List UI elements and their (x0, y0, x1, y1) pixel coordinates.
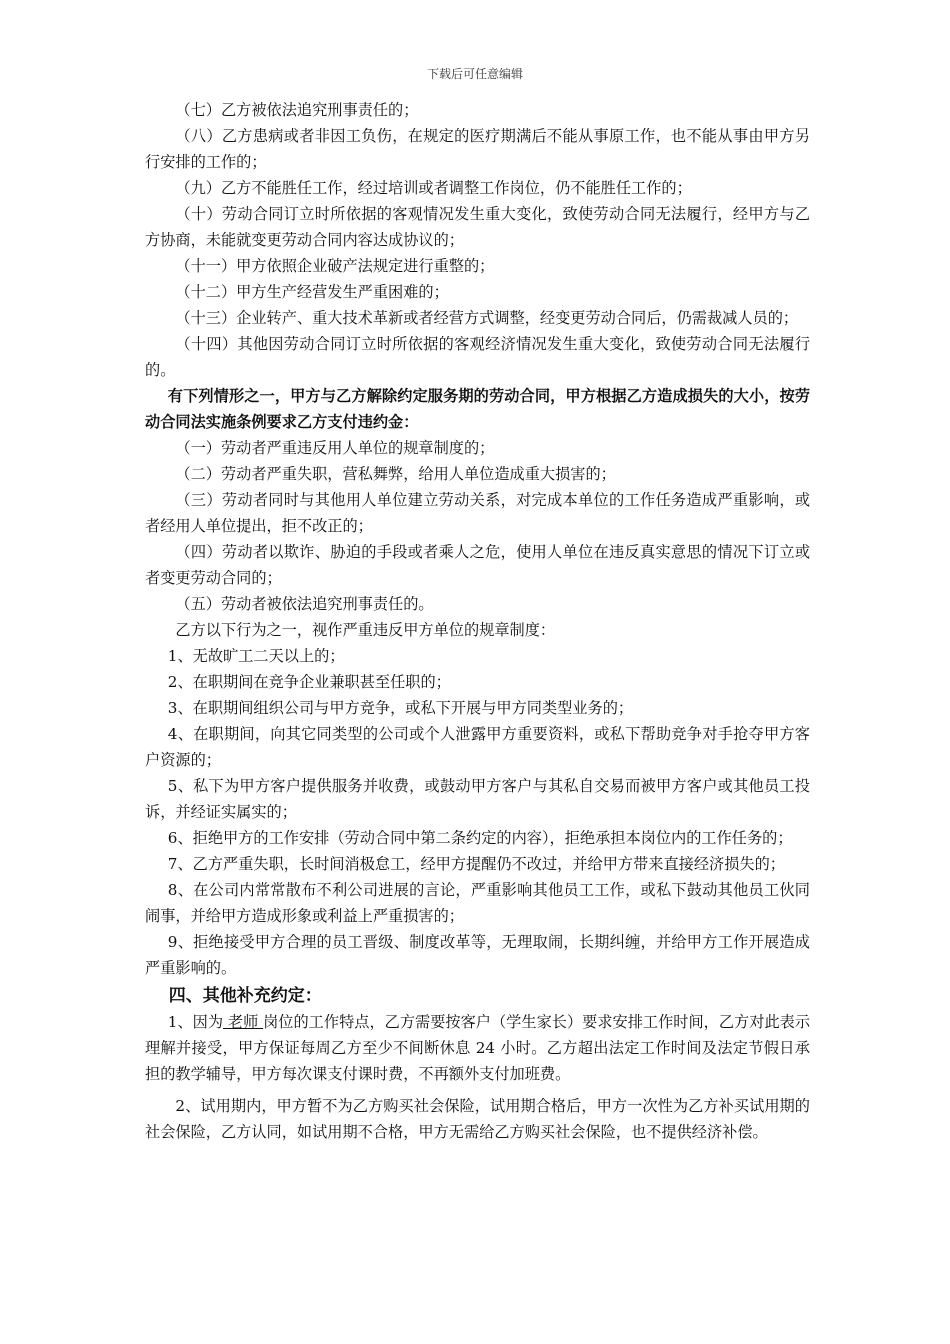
penalty-item-3: （三）劳动者同时与其他用人单位建立劳动关系，对完成本单位的工作任务造成严重影响，或者经用人单位提出，拒不改正的； (145, 491, 810, 535)
violation-9: 9、拒绝接受甲方合理的员工晋级、制度改革等，无理取闹，长期纠缠，并给甲方工作开展造成严重影响的。 (145, 933, 810, 977)
penalty-intro: 有下列情形之一，甲方与乙方解除约定服务期的劳动合同，甲方根据乙方造成损失的大小，按劳动合同法实施条例要求乙方支付违约金： (145, 387, 810, 431)
penalty-item-2: （二）劳动者严重失职，营私舞弊，给用人单位造成重大损害的； (175, 465, 616, 483)
supplement-1-rest: 岗位的工作特点，乙方需要按客户（学生家长）要求安排工作时间，乙方对此表示理解并接受，甲方保证每周乙方至少不间断休息 24 小时。乙方超出法定工作时间及法定节假日承担的教学辅导，甲方每次课支付课时费，不再额外支付加班费。 (145, 1013, 811, 1083)
clause-8: （八）乙方患病或者非因工负伤，在规定的医疗期满后不能从事原工作，也不能从事由甲方另行安排的工作的； (145, 127, 810, 171)
clause-7: （七）乙方被依法追究刑事责任的； (175, 101, 419, 119)
violation-3: 3、在职期间组织公司与甲方竞争，或私下开展与甲方同类型业务的； (167, 699, 634, 717)
clause-10: （十）劳动合同订立时所依据的客观情况发生重大变化，致使劳动合同无法履行，经甲方与乙方协商，未能就变更劳动合同内容达成协议的； (145, 205, 810, 249)
penalty-item-4: （四）劳动者以欺诈、胁迫的手段或者乘人之危，使用人单位在违反真实意思的情况下订立或者变更劳动合同的； (145, 543, 810, 587)
violation-7: 7、乙方严重失职，长时间消极怠工，经甲方提醒仍不改过，并给甲方带来直接经济损失的； (167, 855, 785, 873)
supplement-1 (145, 1009, 810, 1087)
clause-11: （十一）甲方依照企业破产法规定进行重整的； (175, 257, 495, 275)
violation-4: 4、在职期间，向其它同类型的公司或个人泄露甲方重要资料，或私下帮助竞争对手抢夺甲方客户资源的； (145, 725, 810, 769)
penalty-item-1: （一）劳动者严重违反用人单位的规章制度的； (175, 439, 495, 457)
penalty-item-5: （五）劳动者被依法追究刑事责任的。 (175, 595, 434, 613)
clause-9: （九）乙方不能胜任工作，经过培训或者调整工作岗位，仍不能胜任工作的； (175, 179, 692, 197)
violation-5: 5、私下为甲方客户提供服务并收费，或鼓动甲方客户与其私自交易而被甲方客户或其他员工投诉，并经证实属实的； (145, 777, 810, 821)
clause-14: （十四）其他因劳动合同订立时所依据的客观经济情况发生重大变化，致使劳动合同无法履行的。 (145, 335, 810, 379)
violation-intro: 乙方以下行为之一，视作严重违反甲方单位的规章制度： (175, 621, 556, 639)
violation-8: 8、在公司内常常散布不利公司进展的言论，严重影响其他员工工作，或私下鼓动其他员工伙同闹事，并给甲方造成形象或利益上严重损害的； (145, 881, 810, 925)
supplement-2: 2、试用期内，甲方暂不为乙方购买社会保险，试用期合格后，甲方一次性为乙方补买试用期的社会保险，乙方认同，如试用期不合格，甲方无需给乙方购买社会保险，也不提供经济补偿。 (145, 1097, 810, 1141)
violation-1: 1、无故旷工二天以上的； (167, 647, 345, 665)
violation-6: 6、拒绝甲方的工作安排（劳动合同中第二条约定的内容），拒绝承担本岗位内的工作任务的； (167, 829, 793, 847)
clause-13: （十三）企业转产、重大技术革新或者经营方式调整，经变更劳动合同后，仍需裁减人员的； (175, 309, 799, 327)
page-header: 下载后可任意编辑 (426, 67, 523, 81)
clause-12: （十二）甲方生产经营发生严重困难的； (175, 283, 449, 301)
section-4-title: 四、其他补充约定： (168, 986, 322, 1006)
supplement-1-prefix: 1、因为 (167, 1013, 224, 1031)
violation-2: 2、在职期间在竞争企业兼职甚至任职的； (167, 673, 451, 691)
role-field: 老师 (223, 1013, 264, 1031)
document-body (145, 97, 810, 1145)
